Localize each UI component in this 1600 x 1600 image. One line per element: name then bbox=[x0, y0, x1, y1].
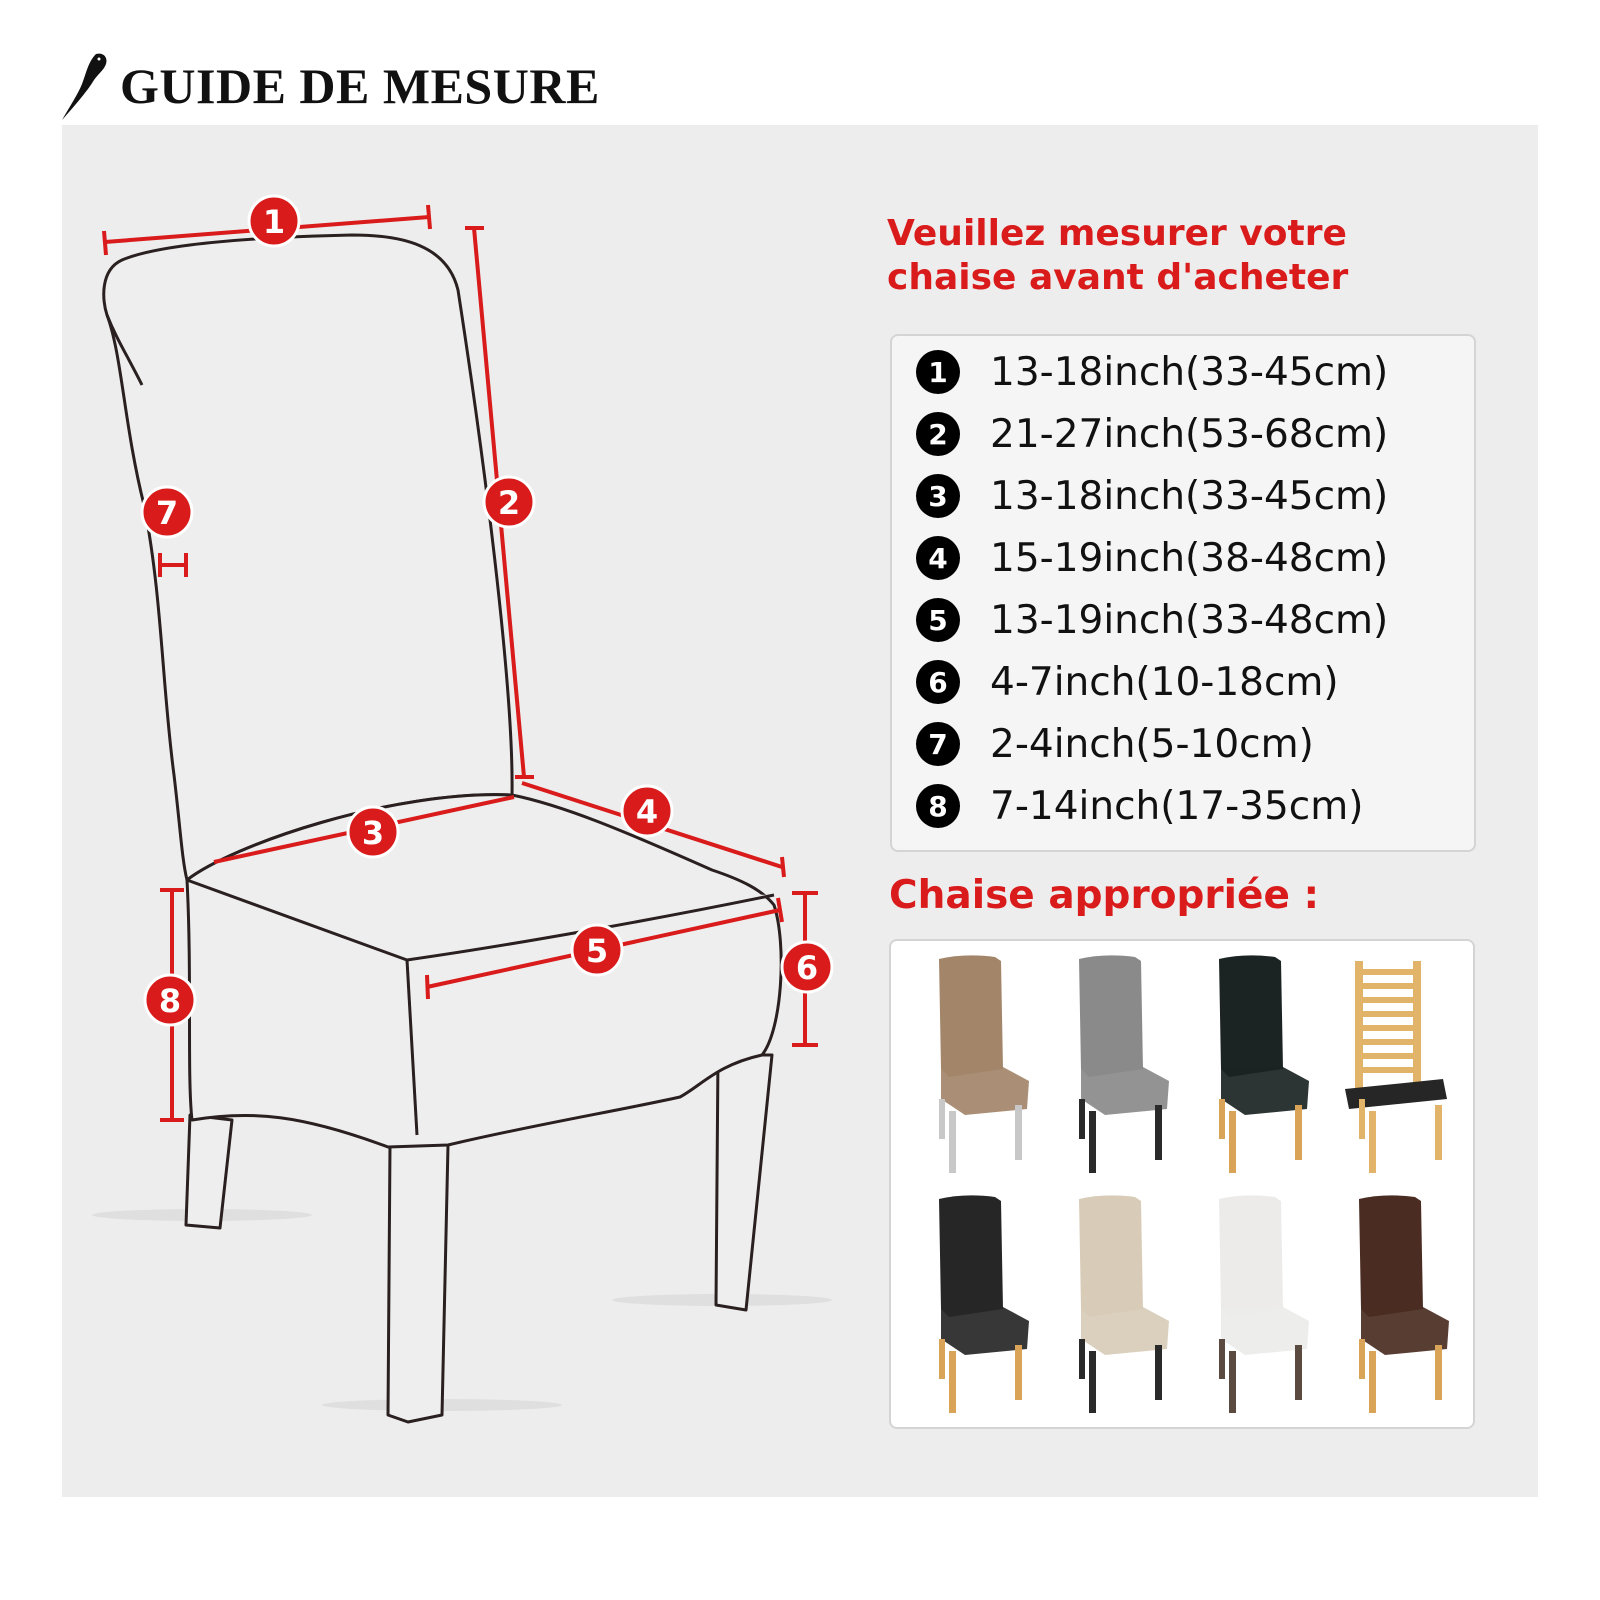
grey-fabric-chair bbox=[1045, 949, 1185, 1184]
marker-5: 5 bbox=[585, 932, 609, 970]
size-value: 15-19inch(38-48cm) bbox=[990, 535, 1389, 581]
size-value: 7-14inch(17-35cm) bbox=[990, 783, 1364, 829]
black-leather-chair bbox=[1185, 949, 1325, 1184]
page-title: GUIDE DE MESURE bbox=[120, 58, 600, 114]
cream-velvet-chair bbox=[1045, 1189, 1185, 1424]
number-badge-icon: 1 bbox=[916, 350, 960, 394]
marker-1: 1 bbox=[262, 203, 286, 241]
suitable-chairs-title: Chaise appropriée : bbox=[889, 873, 1320, 918]
size-value: 13-18inch(33-45cm) bbox=[990, 349, 1389, 395]
size-value: 2-4inch(5-10cm) bbox=[990, 721, 1314, 767]
number-badge-icon: 4 bbox=[916, 536, 960, 580]
size-value: 13-18inch(33-45cm) bbox=[990, 473, 1389, 519]
size-row-1 bbox=[916, 347, 1388, 397]
number-badge-icon: 3 bbox=[916, 474, 960, 518]
instruction-line-2: chaise avant d'acheter bbox=[887, 257, 1349, 298]
instruction-line-1: Veuillez mesurer votre bbox=[887, 213, 1347, 254]
number-badge-icon: 6 bbox=[916, 660, 960, 704]
dark-leather-chair bbox=[905, 1189, 1045, 1424]
brown-leather-chair bbox=[1325, 1189, 1465, 1424]
size-row-2 bbox=[916, 409, 1388, 459]
size-row-8 bbox=[916, 781, 1363, 831]
number-badge-icon: 7 bbox=[916, 722, 960, 766]
size-row-3 bbox=[916, 471, 1388, 521]
size-row-6 bbox=[916, 657, 1339, 707]
size-value: 13-19inch(33-48cm) bbox=[990, 597, 1389, 643]
marker-8: 8 bbox=[158, 982, 182, 1020]
marker-6: 6 bbox=[795, 949, 819, 987]
marker-4: 4 bbox=[635, 793, 659, 831]
size-row-4 bbox=[916, 533, 1388, 583]
size-value: 21-27inch(53-68cm) bbox=[990, 411, 1389, 457]
number-badge-icon: 8 bbox=[916, 784, 960, 828]
header bbox=[58, 48, 600, 124]
chair-diagram bbox=[62, 125, 962, 1497]
tan-fabric-chair bbox=[905, 949, 1045, 1184]
size-value: 4-7inch(10-18cm) bbox=[990, 659, 1339, 705]
size-row-7 bbox=[916, 719, 1314, 769]
parrot-icon bbox=[58, 50, 110, 122]
size-table bbox=[890, 334, 1476, 852]
marker-7: 7 bbox=[155, 494, 179, 532]
marker-2: 2 bbox=[497, 484, 521, 522]
marker-3: 3 bbox=[361, 814, 385, 852]
suitable-chairs-gallery bbox=[889, 939, 1475, 1429]
number-badge-icon: 5 bbox=[916, 598, 960, 642]
wooden-ladder-chair bbox=[1325, 949, 1465, 1184]
size-row-5 bbox=[916, 595, 1388, 645]
measure-instruction bbox=[887, 212, 1348, 300]
white-chair bbox=[1185, 1189, 1325, 1424]
number-badge-icon: 2 bbox=[916, 412, 960, 456]
